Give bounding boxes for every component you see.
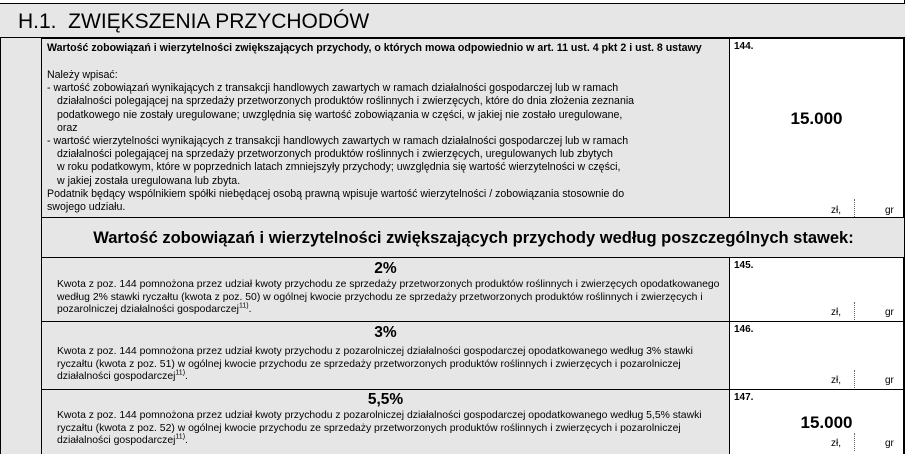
field-number: 147. — [734, 392, 754, 403]
instruction-line: oraz — [57, 121, 78, 134]
section-title: H.1. ZWIĘKSZENIA PRZYCHODÓW — [18, 10, 370, 33]
rate-text-end: . — [185, 371, 188, 383]
rate-percent: 2% — [374, 260, 397, 277]
rate-row-3 — [41, 322, 729, 390]
instruction-line: Należy wpisać: — [47, 69, 118, 81]
rate-description — [57, 410, 725, 448]
instruction-line: działalności polegającej na sprzedaży przetworzonych produktów roślinnych i zwierzęcych, które do dnia złożenia zeznania — [57, 95, 635, 108]
rate-percent: 5,5% — [367, 391, 404, 408]
footnote-mark: 11) — [175, 369, 186, 377]
rate-text: Kwota z poz. 144 pomnożona przez udział kwoty przychodu z pozarolniczej działalności gospodarczej opodatkowanego według 3% stawki ryczałtu (kwota z poz. 51) w ogólnej kwocie przychodu ze sprzedaży przetworzonych produktów roślinnych i zwierzęcych i pozarolniczej działalności gospodarczej — [57, 346, 693, 383]
zl-gr-divider — [854, 199, 855, 217]
field-147[interactable] — [729, 390, 904, 454]
rate-row-5-5 — [41, 390, 729, 454]
zl-label: zł, — [831, 375, 841, 386]
field-146[interactable] — [729, 322, 904, 390]
rate-row-2 — [41, 258, 729, 322]
zl-gr-divider — [854, 433, 855, 451]
amount-value: 15.000 — [790, 109, 843, 128]
field-145[interactable] — [729, 258, 904, 322]
section-header — [0, 4, 905, 38]
zl-label: zł, — [831, 205, 841, 216]
rate-description — [57, 279, 725, 317]
gr-label: gr — [885, 438, 894, 449]
instruction-line: w roku podatkowym, które w poprzednich latach zmniejszyły przychody; uwzględnia się wartość wierzytelności w części, — [57, 161, 621, 174]
field-number: 144. — [734, 41, 754, 52]
zl-label: zł, — [831, 438, 841, 449]
rate-text-end: . — [185, 435, 188, 447]
field-number: 146. — [734, 324, 754, 335]
instruction-line: podatkowego nie zostały uregulowane; uwzględnia się wartość zobowiązania w części, w jakiej nie zostało uregulowane, — [57, 108, 623, 121]
row-144-description — [41, 38, 729, 218]
row-144-title: Wartość zobowiązań i wierzytelności zwiększających przychody, o których mowa odpowiednio w art. 11 ust. 4 pkt 2 i ust. 8 ustawy — [47, 42, 702, 54]
instruction-line: - wartość wierzytelności wynikających z transakcji handlowych zawartych w ramach działalności gospodarczej lub w ramach — [47, 135, 629, 148]
rate-text-end: . — [248, 304, 252, 316]
rate-percent: 3% — [374, 324, 397, 341]
rates-header — [41, 218, 904, 258]
instruction-line: Podatnik będący wspólnikiem spółki niebędącej osobą prawną wpisuje wartość wierzytelności / zobowiązania stosownie do — [47, 187, 625, 200]
gr-label: gr — [885, 375, 894, 386]
footnote-mark: 11) — [238, 302, 249, 310]
rate-description — [57, 346, 725, 384]
rate-text: Kwota z poz. 144 pomnożona przez udział kwoty przychodu z pozarolniczej działalności gospodarczej opodatkowanego według 5,5% stawki ryczałtu (kwota z poz. 52) w ogólnej kwocie przychodu ze sprzedaży przetworzonych produktów roślinnych i zwierzęcych i pozarolniczej działalności gospodarczej — [57, 410, 702, 447]
gr-label: gr — [885, 307, 894, 318]
instruction-line: w jakiej została uregulowana lub zbyta. — [57, 174, 241, 187]
rates-header-text: Wartość zobowiązań i wierzytelności zwiększających przychody według poszczególnych stawek: — [93, 229, 854, 247]
row-144-instructions — [47, 69, 727, 214]
instruction-line: - wartość zobowiązań wynikających z transakcji handlowych zawartych w ramach działalności gospodarczej lub w ramach — [47, 82, 619, 95]
zl-gr-divider — [854, 370, 855, 388]
field-number: 145. — [734, 260, 754, 271]
amount-value: 15.000 — [800, 413, 853, 432]
rate-text: Kwota z poz. 144 pomnożona przez udział kwoty przychodu ze sprzedaży przetworzonych produktów roślinnych i zwierzęcych opodatkowanego według 2% stawki ryczałtu (kwota z poz. 50) w ogólnej kwocie przychodu ze sprzedaży przetworzonych produktów roślinnych i zwierzęcych i pozarolniczej działalności gospodarczej — [57, 279, 720, 316]
gr-label: gr — [885, 205, 894, 216]
instruction-line: swojego udziału. — [47, 201, 126, 214]
footnote-mark: 11) — [175, 433, 186, 441]
instruction-line: działalności polegającej na sprzedaży przetworzonych produktów roślinnych i zwierzęcych, uregulowanych lub zbytych — [57, 148, 613, 161]
zl-gr-divider — [854, 302, 855, 320]
field-144[interactable] — [729, 38, 904, 218]
zl-label: zł, — [831, 307, 841, 318]
